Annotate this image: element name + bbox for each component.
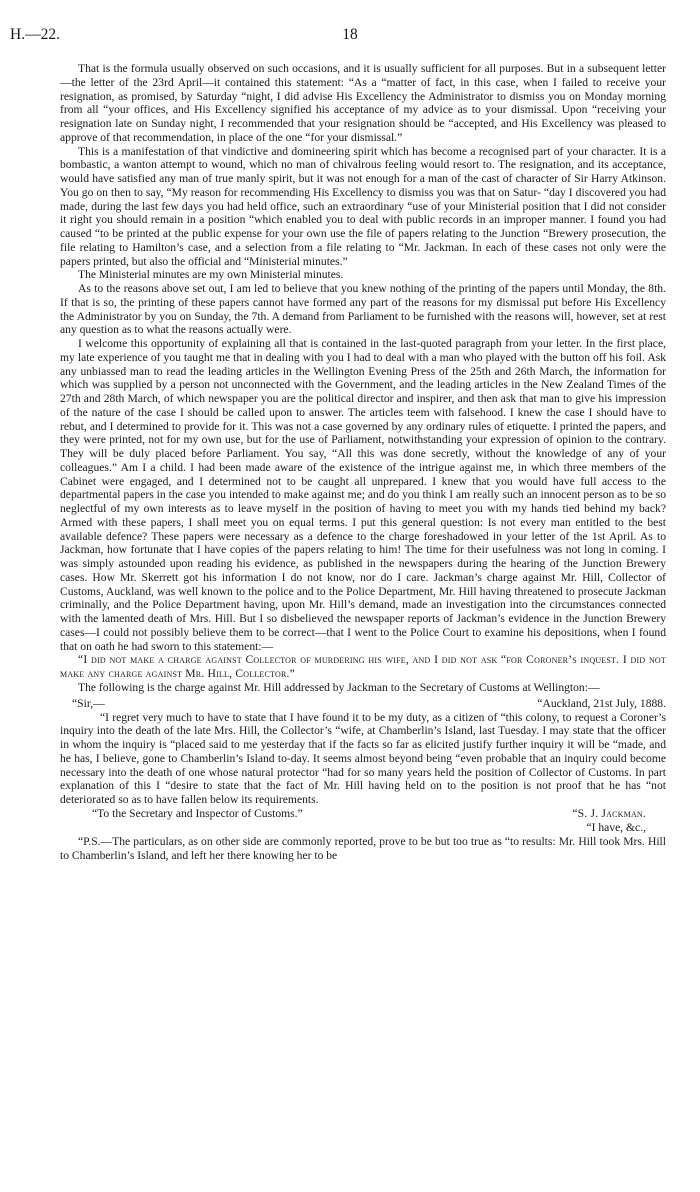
page-number: 18 (342, 26, 358, 43)
letter-closing (60, 821, 666, 835)
letter-heading (60, 697, 666, 711)
letter-body: “I regret very much to have to state that I have found it to be my duty, as a citizen of “this colony, to request a Coroner’s inquiry into the death of the late Mrs. Hill, the Collector’s “wife, at Chamberlin’s Island, last Tuesday. I may state that the officer in whom the inquiry is “placed said to me yesterday that if the facts so far as elicited justify further inquiry it will be “made, and he has, I believe, gone to Chamberlin’s Island to-day. It seems almost beyond being “even probable that an inquiry could become necessary into the death of one whose natural protector “had for so many years held the position of Collector of Customs. In part explanation of this I “desire to state that the fact of Mr. Hill having held on to the position is not proof that he has “not deteriorated so as to have fallen below its requirements. (60, 710, 666, 806)
letter-signature: “S. J. Jackman. (572, 806, 646, 820)
sworn-statement-quote: “I did not make a charge against Collector of murdering his wife, and I did not ask “for Coroner’s inquest. I did not make any charge against Mr. Hill, Collector.” (60, 653, 666, 680)
paragraph: This is a manifestation of that vindictive and domineering spirit which has become a recognised part of your character. It is a bombastic, a wanton attempt to wound, which no man of chivalrous feeling would resort to. The resignation, and its acceptance, would have satisfied any man of true manly spirit, but it was not enough for a man of the cast of character of Sir Harry Atkinson. You go on then to say, “My reason for recommending His Excellency to dismiss you was that on Satur- “day I discovered you had made, during the last few days you had held office, such an extraordinary “use of your Ministerial position that I did not consider it right you should remain in a position “which enabled you to deal with public records in an improper manner. I found you had caused “to be printed at the public expense for your own use the file of papers relating to the Junction “Brewery prosecution, the file relating to Hamilton’s case, and a selection from a file relating to “Mr. Jackman. In each of these cases not only were the papers printed, but also the official and “Ministerial minutes.” (60, 144, 666, 268)
letter-closing-text: “I have, &c., (586, 820, 646, 834)
letter-closing-row (60, 807, 666, 821)
body-text (60, 62, 666, 862)
jackman-letter (60, 697, 666, 835)
page-header (10, 26, 690, 46)
paragraph: That is the formula usually observed on such occasions, and it is usually sufficient for all purposes. But in a subsequent letter—the letter of the 23rd April—it contained this statement: “As a “matter of fact, in this case, when I failed to receive your resignation, as promised, by Saturday “night, I did advise His Excellency the Administrator to dismiss you on Monday morning from all “your offices, and His Excellency signified his acceptance of my advice as to your dismissal. Upon “receiving your resignation late on Sunday night, I recommended that your resignation should be “accepted, and His Excellency was pleased to approve of that recommendation, in place of the one “for your dismissal.” (60, 62, 666, 144)
paragraph: The Ministerial minutes are my own Ministerial minutes. (78, 268, 344, 282)
document-reference: H.—22. (10, 26, 60, 43)
paragraph: I welcome this opportunity of explaining all that is contained in the last-quoted paragraph from your letter. In the first place, my late experience of you taught me that in dealing with you I had to deal with a man who played with the button off his foil. Ask any unbiassed man to read the leading articles in the Wellington Evening Press of the 25th and 26th March, the information for which was supplied by a person not unconnected with the Government, and the leading articles in the New Zealand Times of the 27th and 28th March, of which newspaper you are the political director and inspirer, and then ask that man to give his impression of the nature of the case I should be called upon to answer. The articles teem with falsehood. I knew the case I should have to rebut, and I determined to provide for it. This was not a case governed by any ordinary rules of etiquette. I printed the papers, and they were printed, not for my own use, but for the use of Parliament, notwithstanding your expression of opinion to the contrary. They will be duly placed before Parliament. You say, “All this was done secretly, without the knowledge of any of your colleagues.” Am I a child. I had been made aware of the existence of the intrigue against me, in which three members of the Cabinet were engaged, and I determined not to be caught all unprepared. I knew that you would have full access to the departmental papers in the case you intended to make against me; and do you think I am really such an innocent person as to be so neglectful of my own interests as to leave myself in the position of having to meet you with my hands tied behind my back? Armed with these papers, I shall meet you on equal terms. I put this general question: Is not every man entitled to the best available defence? These papers were necessary as a defence to the charge foreshadowed in your letter of the 1st April. As to Jackman, how fortunate that I have copies of the papers relating to him! The time for their usefulness was not long in coming. I was simply astounded upon reading his evidence, as published in the newspapers during the hearing of the Junction Brewery cases. How Mr. Skerrett got his information I do not know, nor do I care. Jackman’s charge against Mr. Hill, Collector of Customs, Auckland, was well known to the police and to the Police Department, Mr. Hill having threatened to prosecute Jackman criminally, and the Police Department having, upon Mr. Hill’s demand, made an investigation into the circumstances connected with the lamented death of Mrs. Hill. But I so disbelieved the newspaper reports of Jackman’s evidence in the Junction Brewery cases—I could not possibly believe them to be correct—that I went to the Police Court to examine his depositions, when I found that on oath he had sworn to this statement:— (60, 337, 666, 653)
letter-addressee: “To the Secretary and Inspector of Customs.” (92, 806, 303, 820)
letter-dateline: “Auckland, 21st July, 1888. (537, 696, 666, 710)
letter-salutation: “Sir,— (72, 696, 105, 710)
letter-intro: The following is the charge against Mr. Hill addressed by Jackman to the Secretary of Customs at Wellington:— (78, 680, 600, 694)
postscript: “P.S.—The particulars, as on other side are commonly reported, prove to be but too true as “to results: Mr. Hill took Mrs. Hill to Chamberlin’s Island, and left her there knowing her to be (60, 834, 666, 862)
paragraph: As to the reasons above set out, I am led to believe that you knew nothing of the printing of the papers until Monday, the 8th. If that is so, the printing of these papers cannot have formed any part of the reasons for my dismissal put before His Excellency the Administrator by you on Sunday, the 7th. A demand from Parliament to be furnished with the reasons will, however, set at rest any question as to what the reasons actually were. (60, 282, 666, 337)
